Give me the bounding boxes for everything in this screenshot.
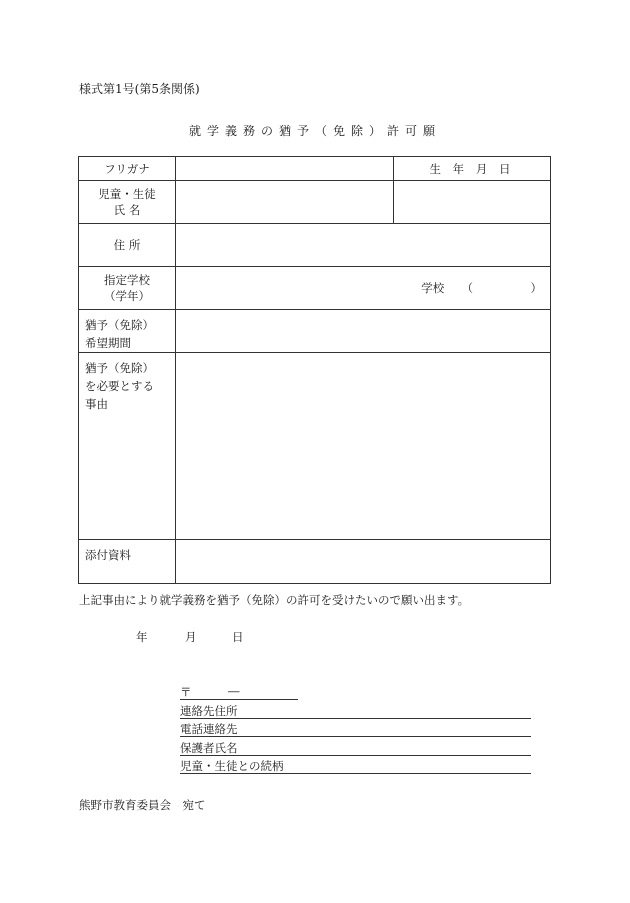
name-label xyxy=(79,181,176,224)
school-label-line1: 指定学校 xyxy=(104,273,150,287)
reason-label-line3: 事由 xyxy=(85,397,108,411)
date-month: 月 xyxy=(185,630,197,644)
reason-field[interactable] xyxy=(176,353,551,540)
contact-address-label: 連絡先住所 xyxy=(180,704,238,718)
address-field[interactable] xyxy=(176,224,551,267)
reason-label-line2: を必要とする xyxy=(85,379,154,393)
contact-address-field[interactable] xyxy=(180,703,531,719)
postal-code-field[interactable] xyxy=(180,684,298,700)
phone-label: 電話連絡先 xyxy=(180,722,238,736)
application-form-table xyxy=(78,156,551,584)
period-field[interactable] xyxy=(176,310,551,353)
page-title: 就学義務の猶予（免除）許可願 xyxy=(188,124,441,138)
birthdate-label: 生 年 月 日 xyxy=(394,157,551,181)
school-label-line2: （学年） xyxy=(104,289,150,303)
name-label-line1: 児童・生徒 xyxy=(98,187,156,201)
reason-label-line1: 猶予（免除） xyxy=(85,361,154,375)
guardian-name-label: 保護者氏名 xyxy=(180,741,238,755)
school-label xyxy=(79,267,176,310)
addressee: 熊野市教育委員会 宛て xyxy=(79,798,206,812)
postal-dash: ― xyxy=(228,684,240,698)
guardian-name-field[interactable] xyxy=(180,740,531,756)
declaration-text: 上記事由により就学義務を猶予（免除）の許可を受けたいので願い出ます。 xyxy=(79,593,470,607)
furigana-label: フリガナ xyxy=(79,157,176,181)
name-label-line2: 氏 名 xyxy=(113,203,141,217)
period-label-line1: 猶予（免除） xyxy=(85,318,154,332)
furigana-field[interactable] xyxy=(176,157,394,181)
address-label: 住 所 xyxy=(79,224,176,267)
school-row xyxy=(79,267,551,310)
school-suffix: 学校 （ ） xyxy=(421,281,542,295)
phone-field[interactable] xyxy=(180,721,531,737)
name-row xyxy=(79,181,551,224)
furigana-row xyxy=(79,157,551,181)
form-number: 様式第1号(第5条関係) xyxy=(79,82,200,96)
name-field[interactable] xyxy=(176,181,394,224)
postal-mark: 〒 xyxy=(180,685,192,699)
period-row xyxy=(79,310,551,353)
birthdate-field[interactable] xyxy=(394,181,551,224)
school-field[interactable] xyxy=(176,267,551,310)
address-row xyxy=(79,224,551,267)
period-label-line2: 希望期間 xyxy=(85,336,131,350)
relationship-field[interactable] xyxy=(180,758,531,774)
attachments-label: 添付資料 xyxy=(79,540,176,584)
relationship-label: 児童・生徒との続柄 xyxy=(180,759,284,773)
date-year: 年 xyxy=(136,630,148,644)
attachments-field[interactable] xyxy=(176,540,551,584)
date-day: 日 xyxy=(232,630,244,644)
reason-row xyxy=(79,353,551,540)
period-label xyxy=(79,310,176,353)
reason-label xyxy=(79,353,176,540)
attachments-row xyxy=(79,540,551,584)
